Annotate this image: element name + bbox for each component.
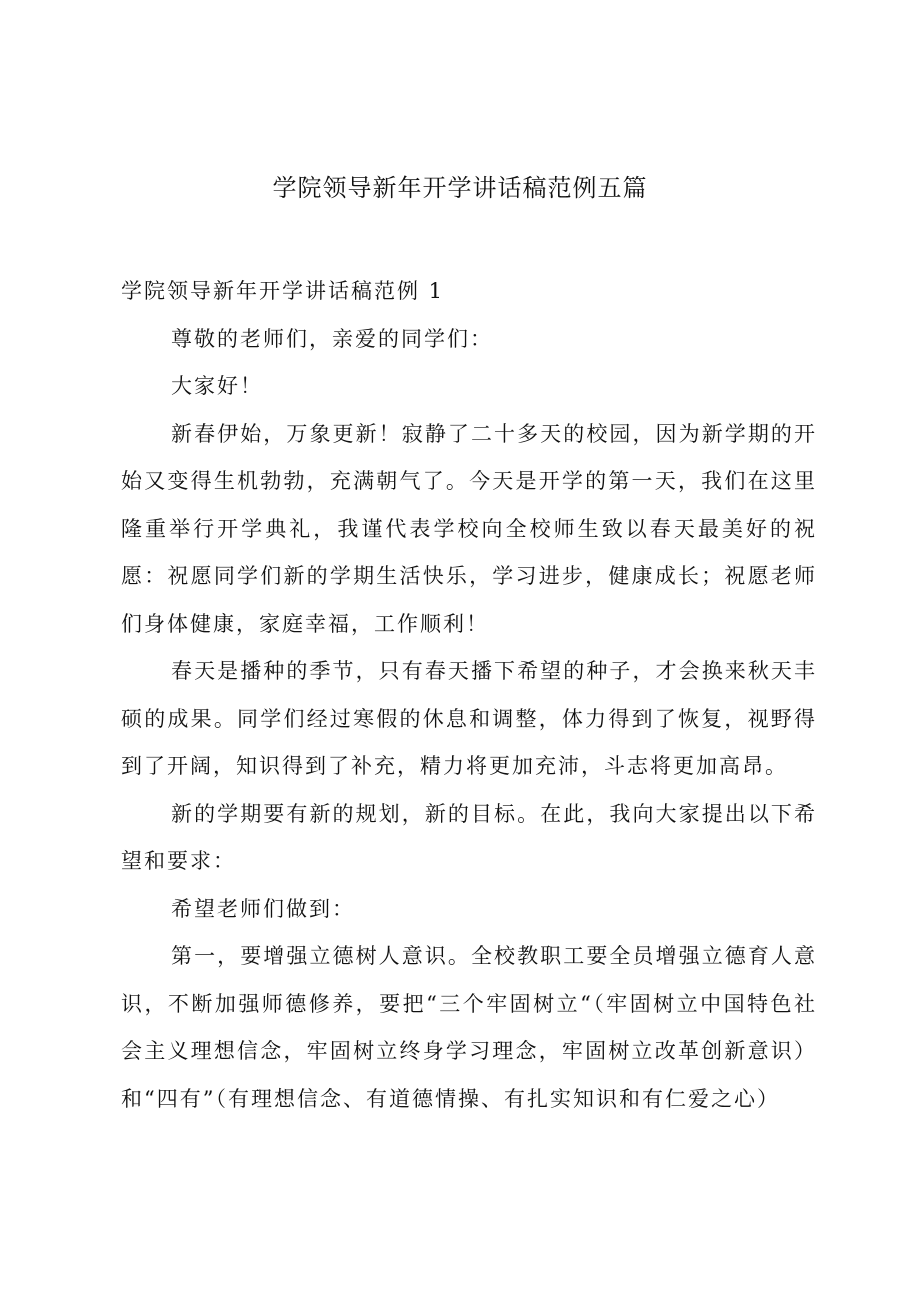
greeting-paragraph: 大家好！ — [171, 374, 263, 398]
document-body — [121, 268, 817, 1123]
document-title: 学院领导新年开学讲话稿范例五篇 — [272, 174, 648, 202]
body-paragraph: 希望老师们做到： — [171, 896, 355, 921]
body-paragraph: 新春伊始，万象更新！寂静了二十多天的校园，因为新学期的开始又变得生机勃勃，充满朝气了。今天是开学的第一天，我们在这里隆重举行开学典礼，我谨代表学校向全校师生致以春天最美好的祝愿：祝愿同学们新的学期生活快乐，学习进步，健康成长；祝愿老师们身体健康，家庭幸福，工作顺利！ — [121, 421, 817, 636]
salutation-paragraph: 尊敬的老师们，亲爱的同学们： — [171, 326, 493, 351]
section-heading: 学院领导新年开学讲话稿范例 1 — [121, 279, 445, 303]
body-paragraph: 第一，要增强立德树人意识。全校教职工要全员增强立德育人意识，不断加强师德修养，要把“三个牢固树立“（牢固树立中国特色社会主义理想信念，牢固树立终身学习理念，牢固树立改革创新意识）和“四有”（有理想信念、有道德情操、有扎实知识和有仁爱之心） — [121, 944, 817, 1111]
body-paragraph: 春天是播种的季节，只有春天播下希望的种子，才会换来秋天丰硕的成果。同学们经过寒假的休息和调整，体力得到了恢复，视野得到了开阔，知识得到了补充，精力将更加充沛，斗志将更加高昂。 — [121, 659, 817, 778]
body-paragraph: 新的学期要有新的规划，新的目标。在此，我向大家提出以下希望和要求： — [121, 801, 817, 873]
